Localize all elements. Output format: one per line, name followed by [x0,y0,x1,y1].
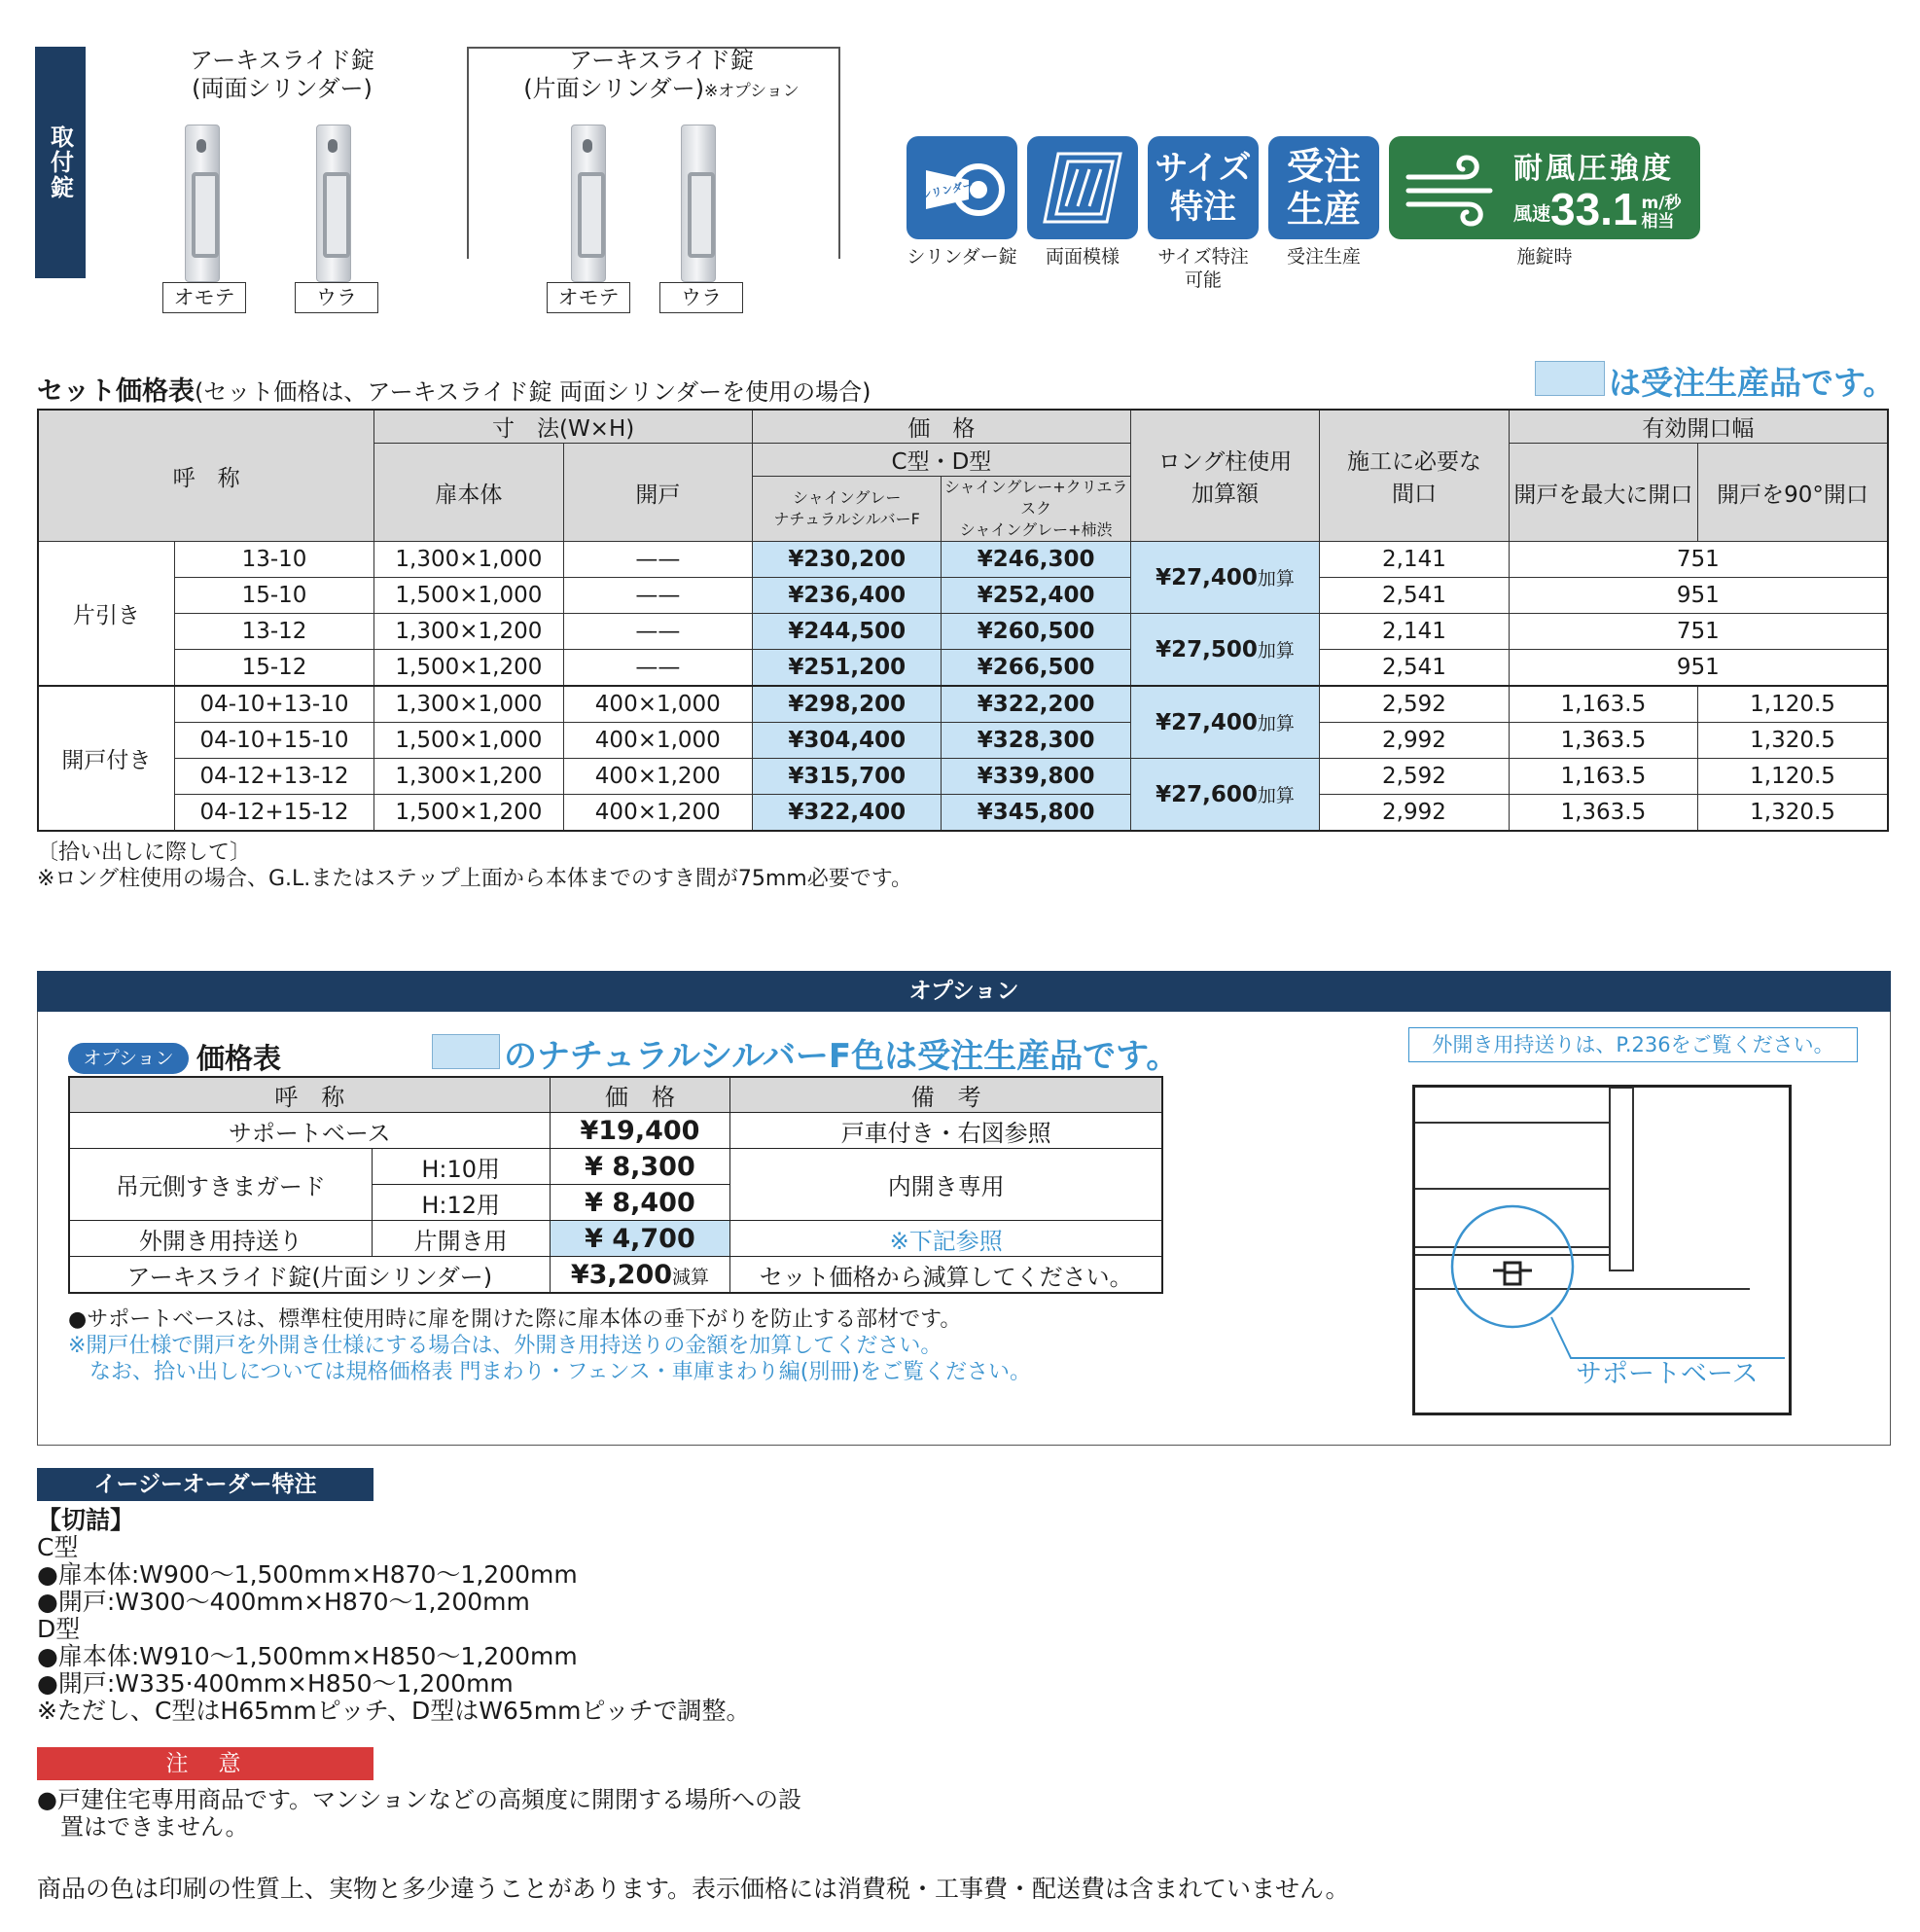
order-legend-swatch [1535,361,1605,396]
row-opening: 2,141 [1320,542,1509,578]
row-side: 400×1,000 [563,686,752,723]
row-body: 1,500×1,200 [374,795,563,832]
option-notes: ●サポートベースは、標準柱使用時に扉を開けた際に扉本体の垂下がりを防止する部材です。 ※開戸仕様で開戸を外開き仕様にする場合は、外開き用持送りの金額を加算してください。 なお、拾い出しについては規格価格表 門まわり・フェンス・車庫まわり編(別冊)をご覧ください。 [68,1307,1031,1384]
single-lock-front-image [571,125,606,282]
double-lock-front-tag: オモテ [162,282,246,313]
made-to-order-caption: 受注生産 [1286,246,1361,268]
double-cylinder-lock-panel [97,47,467,261]
option-price: ¥ 8,400 [550,1185,730,1221]
header-long-post: ロング柱使用 加算額 [1130,410,1319,542]
header-color-1: シャイングレー ナチュラルシルバーF [753,477,942,542]
row-body: 1,300×1,000 [374,542,563,578]
row-price-1: ¥315,700 [753,759,942,795]
row-code: 04-12+13-12 [174,759,373,795]
row-side: —— [563,614,752,650]
row-body: 1,300×1,200 [374,614,563,650]
option-header-price: 価 格 [550,1077,730,1113]
option-remark: ※下記参照 [730,1221,1162,1257]
option-price-table [68,1076,1163,1294]
long-post-add: ¥27,500加算 [1130,614,1319,687]
table-row [38,795,1888,832]
header-side-door: 開戸 [563,444,752,542]
header-body: 扉本体 [374,444,563,542]
row-price-2: ¥328,300 [942,723,1130,759]
long-post-add: ¥27,600加算 [1130,759,1319,832]
row-price-1: ¥230,200 [753,542,942,578]
row-body: 1,300×1,200 [374,759,563,795]
option-color-swatch [432,1034,500,1069]
row-effective: 951 [1509,650,1888,687]
double-lock-title: アーキスライド錠 (両面シリンダー) [189,47,375,102]
group-name: 開戸付き [38,686,174,831]
row-side: —— [563,578,752,614]
wind-unit-equiv: 相当 [1641,212,1675,232]
caution-bar: 注 意 [37,1747,373,1780]
single-cylinder-lock-panel [477,47,846,261]
row-code: 15-12 [174,650,373,687]
row-opening: 2,592 [1320,686,1509,723]
footer-note: 商品の色は印刷の性質上、実物と多少違うことがあります。表示価格には消費税・工事費・配送費は含まれていません。 [37,1875,1350,1903]
header-cd-type: C型・D型 [753,444,1131,477]
option-name: サポートベース [69,1113,550,1149]
wind-speed-value: 33.1 [1550,184,1638,234]
size-custom-caption: サイズ特注 可能 [1157,246,1249,291]
table-row [69,1113,1162,1149]
row-effective: 751 [1509,542,1888,578]
price-note: 〔拾い出しに際して〕 ※ロング柱使用の場合、G.L.またはステップ上面から本体までのすき間が75mm必要です。 [37,841,912,891]
row-open-90: 1,320.5 [1698,795,1888,832]
row-price-1: ¥244,500 [753,614,942,650]
row-price-2: ¥266,500 [942,650,1130,687]
row-code: 04-12+15-12 [174,795,373,832]
lock-divider [467,47,469,259]
caution-text: ●戸建住宅専用商品です。マンションなどの高頻度に開閉する場所への設 置はできません。 [37,1786,801,1841]
row-price-2: ¥252,400 [942,578,1130,614]
row-body: 1,500×1,000 [374,723,563,759]
option-name: 吊元側すきまガード [69,1149,372,1221]
option-table-title: 価格表 [196,1042,282,1075]
row-price-2: ¥260,500 [942,614,1130,650]
single-lock-back-image [681,125,716,282]
row-max-open: 1,163.5 [1509,686,1697,723]
option-badge: オプション [68,1043,189,1074]
option-name: アーキスライド錠(片面シリンダー) [69,1257,550,1294]
row-price-1: ¥251,200 [753,650,942,687]
table-row [38,614,1888,650]
table-row [38,650,1888,687]
row-opening: 2,541 [1320,650,1509,687]
row-price-2: ¥246,300 [942,542,1130,578]
row-code: 13-10 [174,542,373,578]
table-row [69,1257,1162,1294]
row-open-90: 1,120.5 [1698,759,1888,795]
wind-speed-label: 風速 [1513,203,1551,225]
wind-caption: 施錠時 [1516,246,1573,268]
single-lock-front-tag: オモテ [547,282,630,313]
header-name: 呼 称 [38,410,374,542]
header-dimension: 寸 法(W×H) [374,410,753,444]
double-pattern-icon [1027,136,1138,239]
wind-pressure-icon [1389,136,1700,239]
row-opening: 2,992 [1320,795,1509,832]
option-remark: セット価格から減算してください。 [730,1257,1162,1294]
table-row [38,578,1888,614]
row-max-open: 1,363.5 [1509,795,1697,832]
mounting-lock-label: 取付錠 [35,47,86,278]
row-code: 04-10+15-10 [174,723,373,759]
support-base-diagram [1412,1085,1792,1415]
row-code: 04-10+13-10 [174,686,373,723]
row-opening: 2,592 [1320,759,1509,795]
row-opening: 2,992 [1320,723,1509,759]
double-pattern-caption: 両面模様 [1045,246,1120,268]
cylinder-lock-icon [907,136,1017,239]
double-lock-back-image [316,125,351,282]
table-row [38,759,1888,795]
option-sub: H:10用 [372,1149,550,1185]
header-effective-width: 有効開口幅 [1509,410,1888,444]
easy-order-bar: イージーオーダー特注 [37,1468,373,1501]
row-price-2: ¥345,800 [942,795,1130,832]
wind-icon [1401,144,1508,232]
row-open-90: 1,120.5 [1698,686,1888,723]
double-lock-front-image [185,125,220,282]
long-post-add: ¥27,400加算 [1130,686,1319,759]
row-side: —— [563,542,752,578]
table-row [69,1149,1162,1185]
outward-ref-note: 外開き用持送りは、P.236をご覧ください。 [1408,1027,1858,1062]
svg-text:シリンダー: シリンダー [919,178,975,202]
made-to-order-icon: 受注 生産 [1268,136,1379,239]
size-custom-icon: サイズ 特注 [1148,136,1259,239]
option-name: 外開き用持送り [69,1221,372,1257]
option-price: ¥ 8,300 [550,1149,730,1185]
wind-title: 耐風圧強度 [1513,152,1674,186]
row-price-1: ¥304,400 [753,723,942,759]
row-code: 15-10 [174,578,373,614]
row-max-open: 1,363.5 [1509,723,1697,759]
wind-unit: m/秒 [1641,194,1682,213]
option-header-name: 呼 称 [69,1077,550,1113]
option-price: ¥3,200減算 [550,1257,730,1294]
row-open-90: 1,320.5 [1698,723,1888,759]
header-opening: 施工に必要な 間口 [1320,410,1509,542]
option-price: ¥19,400 [550,1113,730,1149]
order-legend-text: は受注生産品です。 [1609,364,1896,402]
table-row [69,1221,1162,1257]
header-color-2: シャイングレー+クリエラスク シャイングレー+柿渋 [942,477,1130,542]
option-sub: H:12用 [372,1185,550,1221]
set-price-table [37,409,1889,832]
header-max-open: 開戸を最大に開口 [1509,444,1697,542]
row-opening: 2,541 [1320,578,1509,614]
option-price: ¥ 4,700 [550,1221,730,1257]
support-base-label: サポートベース [1576,1359,1759,1389]
option-color-note: のナチュラルシルバーF色は受注生産品です。 [504,1037,1180,1076]
header-open-90: 開戸を90°開口 [1698,444,1888,542]
row-price-1: ¥236,400 [753,578,942,614]
row-effective: 951 [1509,578,1888,614]
table-row [38,686,1888,723]
row-body: 1,500×1,200 [374,650,563,687]
option-bar: オプション [37,971,1891,1012]
cylinder-lock-caption: シリンダー錠 [907,246,1017,268]
row-side: 400×1,200 [563,759,752,795]
row-effective: 751 [1509,614,1888,650]
row-max-open: 1,163.5 [1509,759,1697,795]
row-side: —— [563,650,752,687]
row-price-2: ¥339,800 [942,759,1130,795]
long-post-add: ¥27,400加算 [1130,542,1319,614]
row-opening: 2,141 [1320,614,1509,650]
group-name: 片引き [38,542,174,687]
table-row [38,542,1888,578]
double-lock-back-tag: ウラ [295,282,378,313]
single-lock-title: アーキスライド錠 (片面シリンダー)※オプション [523,47,800,102]
option-remark: 内開き専用 [730,1149,1162,1221]
row-price-1: ¥322,400 [753,795,942,832]
row-side: 400×1,000 [563,723,752,759]
header-price: 価 格 [753,410,1131,444]
row-price-1: ¥298,200 [753,686,942,723]
row-price-2: ¥322,200 [942,686,1130,723]
easy-order-content: 【切詰】 C型 ●扉本体:W900〜1,500mm×H870〜1,200mm ●開戸:W300〜400mm×H870〜1,200mm D型 ●扉本体:W910〜1,500mm×H850〜1,200mm ●開戸:W335·400mm×H850〜1,200mm ※ただし、C型はH65mmピッチ、D型はW65mmピッチで調整。 [37,1506,751,1725]
row-code: 13-12 [174,614,373,650]
table-row [38,723,1888,759]
single-lock-back-tag: ウラ [659,282,743,313]
option-remark: 戸車付き・右図参照 [730,1113,1162,1149]
option-sub: 片開き用 [372,1221,550,1257]
price-table-title: セット価格表(セット価格は、アーキスライド錠 両面シリンダーを使用の場合) [37,376,871,407]
row-body: 1,500×1,000 [374,578,563,614]
row-body: 1,300×1,000 [374,686,563,723]
option-header-remark: 備 考 [730,1077,1162,1113]
row-side: 400×1,200 [563,795,752,832]
